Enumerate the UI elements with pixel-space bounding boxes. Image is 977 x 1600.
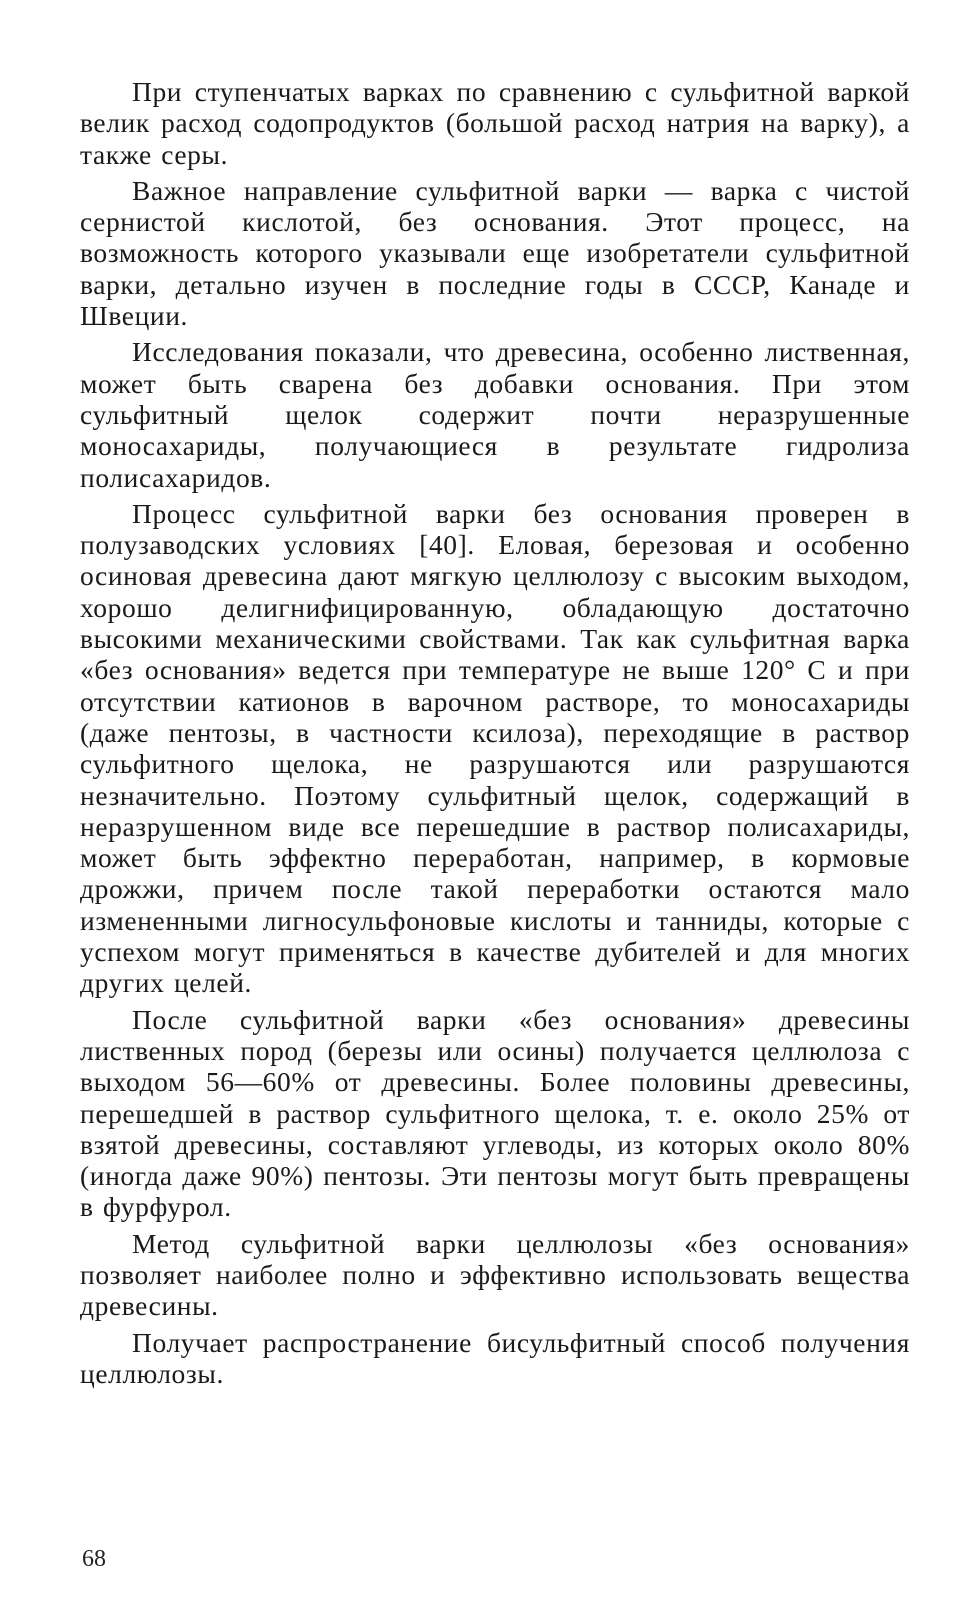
paragraph-5: После сульфитной варки «без основания» древесины лиственных пород (березы или осины) получается целлюлоза с выходом 56—60% от древесины. Более половины древесины, перешедшей в раствор сульфитного щелока, т. е. около 25% от взятой древесины, составляют углеводы, из которых около 80% (иногда даже 90%) пентозы. Эти пентозы могут быть превращены в фурфурол. [80, 1003, 910, 1223]
page-number: 68 [82, 1546, 106, 1572]
paragraph-4: Процесс сульфитной варки без основания проверен в полузаводских условиях [40]. Еловая, березовая и особенно осиновая древесина дают мягкую целлюлозу с высоким выходом, хорошо делигнифицированную, обладающую достаточно высокими механическими свойствами. Так как сульфитная варка «без основания» ведется при температуре не выше 120° С и при отсутствии катионов в варочном растворе, то моносахариды (даже пентозы, в частности ксилоза), переходящие в раствор сульфитного щелока, не разрушаются или разрушаются незначительно. Поэтому сульфитный щелок, содержащий в неразрушенном виде все перешедшие в раствор полисахариды, может быть эффектно переработан, например, в кормовые дрожжи, причем после такой переработки остаются мало измененными лигносульфоновые кислоты и танниды, которые с успехом могут применяться в качестве дубителей и для многих других целей. [80, 497, 910, 999]
paragraph-3: Исследования показали, что древесина, особенно лиственная, может быть сварена без добавки основания. При этом сульфитный щелок содержит почти неразрушенные моносахариды, получающиеся в результате гидролиза полисахаридов. [80, 336, 910, 493]
paragraph-6: Метод сульфитной варки целлюлозы «без основания» позволяет наиболее полно и эффективно использовать вещества древесины. [80, 1227, 910, 1322]
page-body [80, 76, 910, 1394]
paragraph-2: Важное направление сульфитной варки — варка с чистой сернистой кислотой, без основания. Этот процесс, на возможность которого указывали еще изобретатели сульфитной варки, детально изучен в последние годы в СССР, Канаде и Швеции. [80, 174, 910, 332]
paragraph-1: При ступенчатых варках по сравнению с сульфитной варкой велик расход содопродуктов (большой расход натрия на варку), а также серы. [80, 76, 910, 170]
paragraph-7: Получает распространение бисульфитный способ получения целлюлозы. [80, 1326, 910, 1389]
